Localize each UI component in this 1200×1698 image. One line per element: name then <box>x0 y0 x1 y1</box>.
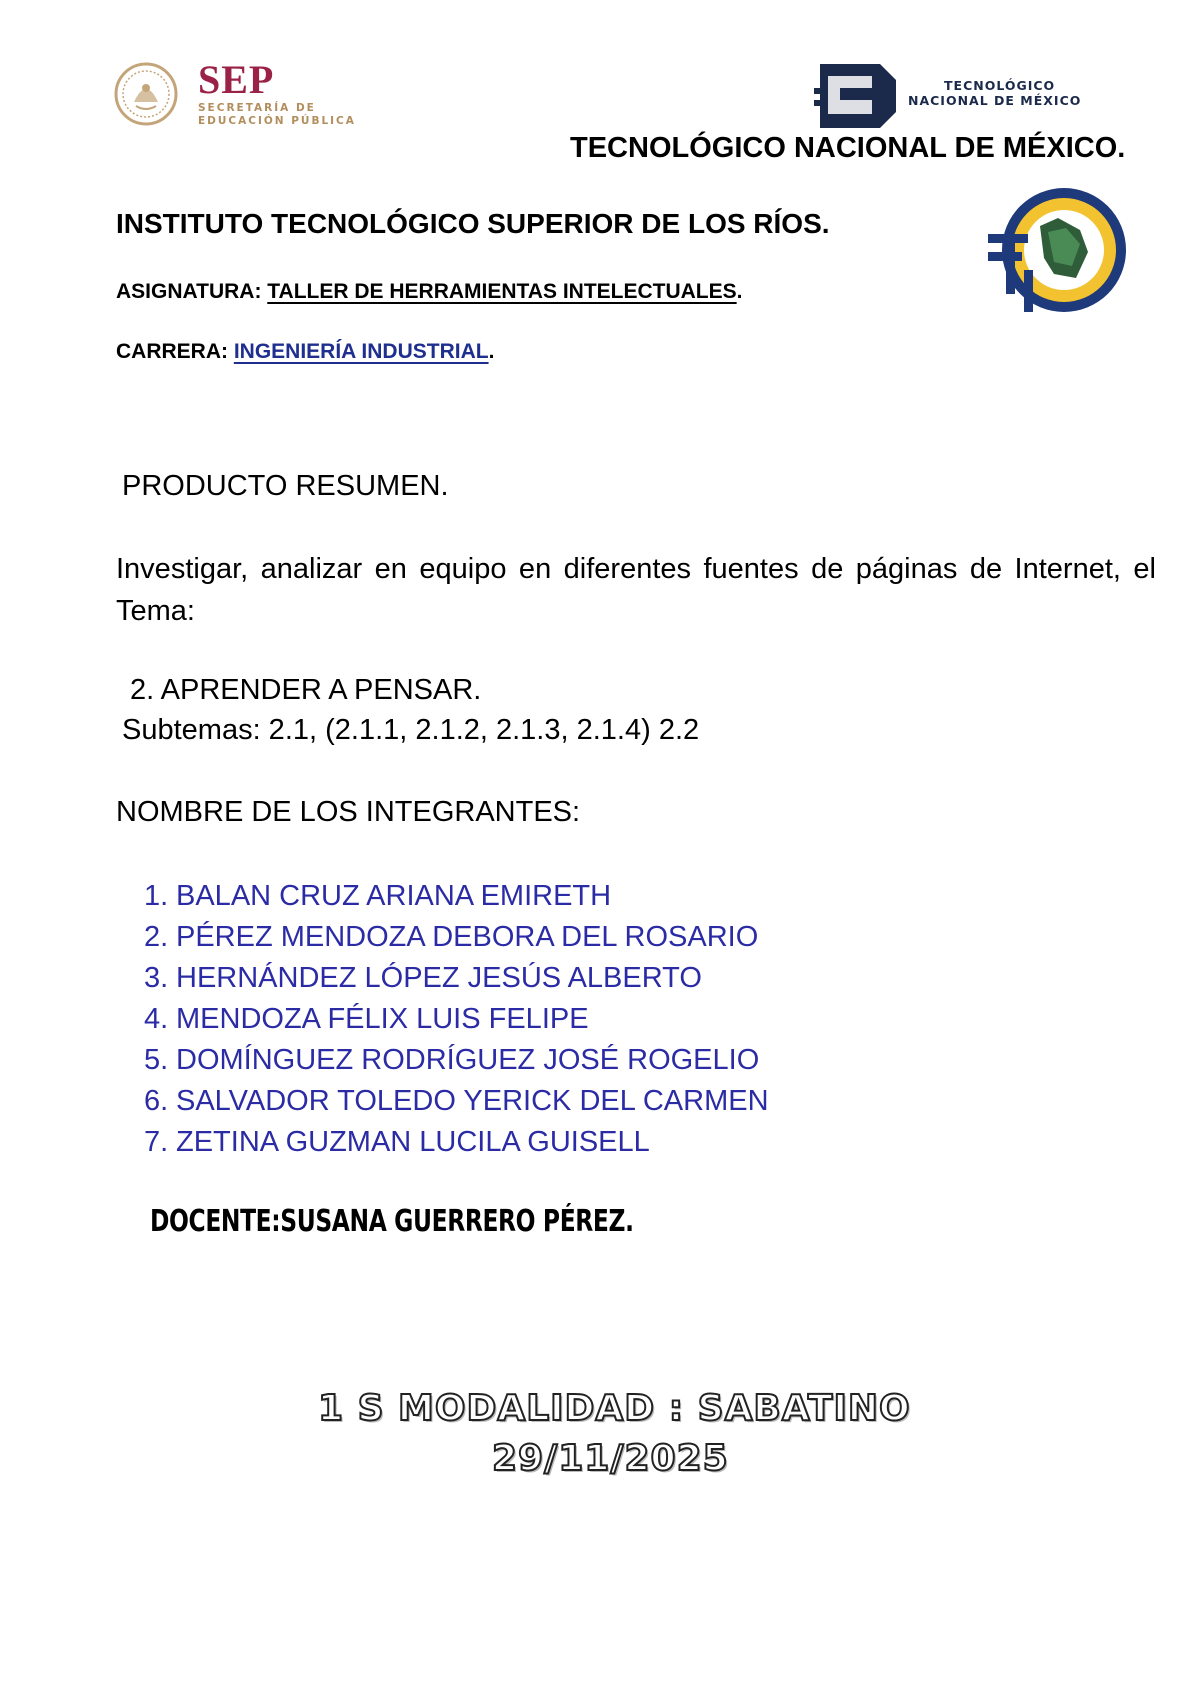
institute-name: INSTITUTO TECNOLÓGICO SUPERIOR DE LOS RÍOS. <box>116 208 830 239</box>
sep-logo <box>112 58 362 128</box>
list-item: 1. BALAN CRUZ ARIANA EMIRETH <box>144 880 612 912</box>
career-value: INGENIERÍA INDUSTRIAL <box>233 340 489 363</box>
sep-acronym: SEP <box>198 57 275 102</box>
member-name: MENDOZA FÉLIX LUIS FELIPE <box>176 1003 589 1035</box>
career-label: CARRERA: <box>116 340 234 363</box>
topic-line: 2. APRENDER A PENSAR. <box>130 674 482 706</box>
subtopics-line: Subtemas: 2.1, (2.1.1, 2.1.2, 2.1.3, 2.1.4) 2.2 <box>122 714 700 746</box>
institute-seal-logo <box>984 182 1134 322</box>
instruction-paragraph <box>116 548 1156 632</box>
members-list <box>144 876 769 1163</box>
tecnm-emblem-icon <box>810 58 902 134</box>
list-item: 2. PÉREZ MENDOZA DEBORA DEL ROSARIO <box>144 921 759 953</box>
modality-line: 1 S MODALIDAD : SABATINO <box>318 1388 911 1429</box>
member-name: ZETINA GUZMAN LUCILA GUISELL <box>176 1126 650 1158</box>
sep-wordmark <box>198 58 356 128</box>
teacher-name: DOCENTE:SUSANA GUERRERO PÉREZ. <box>150 1204 634 1239</box>
members-heading: NOMBRE DE LOS INTEGRANTES: <box>116 796 581 828</box>
subject-label: ASIGNATURA: <box>116 280 268 303</box>
sep-line-1: SECRETARÍA DE <box>198 102 316 114</box>
member-name: BALAN CRUZ ARIANA EMIRETH <box>176 880 612 912</box>
list-item: 6. SALVADOR TOLEDO YERICK DEL CARMEN <box>144 1085 769 1117</box>
list-item: 7. ZETINA GUZMAN LUCILA GUISELL <box>144 1126 650 1158</box>
list-item: 3. HERNÁNDEZ LÓPEZ JESÚS ALBERTO <box>144 962 702 994</box>
tecnm-line-1: TECNOLÓGICO <box>944 78 1056 93</box>
tecnm-logo <box>810 58 1120 134</box>
date-line: 29/11/2025 <box>492 1438 729 1479</box>
member-name: SALVADOR TOLEDO YERICK DEL CARMEN <box>176 1085 769 1117</box>
page-title: TECNOLÓGICO NACIONAL DE MÉXICO. <box>570 132 1126 164</box>
sep-line-2: EDUCACIÓN PÚBLICA <box>198 115 356 127</box>
member-name: PÉREZ MENDOZA DEBORA DEL ROSARIO <box>176 921 759 953</box>
instruction-text: Investigar, analizar en equipo en diferentes fuentes de páginas de Internet, el Tema: <box>116 553 1156 627</box>
product-heading: PRODUCTO RESUMEN. <box>122 470 449 502</box>
member-name: HERNÁNDEZ LÓPEZ JESÚS ALBERTO <box>176 962 702 994</box>
list-item: 4. MENDOZA FÉLIX LUIS FELIPE <box>144 1003 589 1035</box>
institute-seal-icon <box>984 182 1134 322</box>
subject-value: TALLER DE HERRAMIENTAS INTELECTUALES <box>267 280 737 303</box>
member-name: DOMÍNGUEZ RODRÍGUEZ JOSÉ ROGELIO <box>176 1044 760 1076</box>
subject-row <box>116 280 743 304</box>
mexico-seal-icon <box>112 62 180 126</box>
list-item: 5. DOMÍNGUEZ RODRÍGUEZ JOSÉ ROGELIO <box>144 1044 760 1076</box>
tecnm-line-2: NACIONAL DE MÉXICO <box>908 93 1082 108</box>
subject-end: . <box>736 280 743 303</box>
career-row <box>116 340 494 364</box>
tecnm-wordmark <box>908 78 1081 108</box>
career-end: . <box>488 340 495 363</box>
